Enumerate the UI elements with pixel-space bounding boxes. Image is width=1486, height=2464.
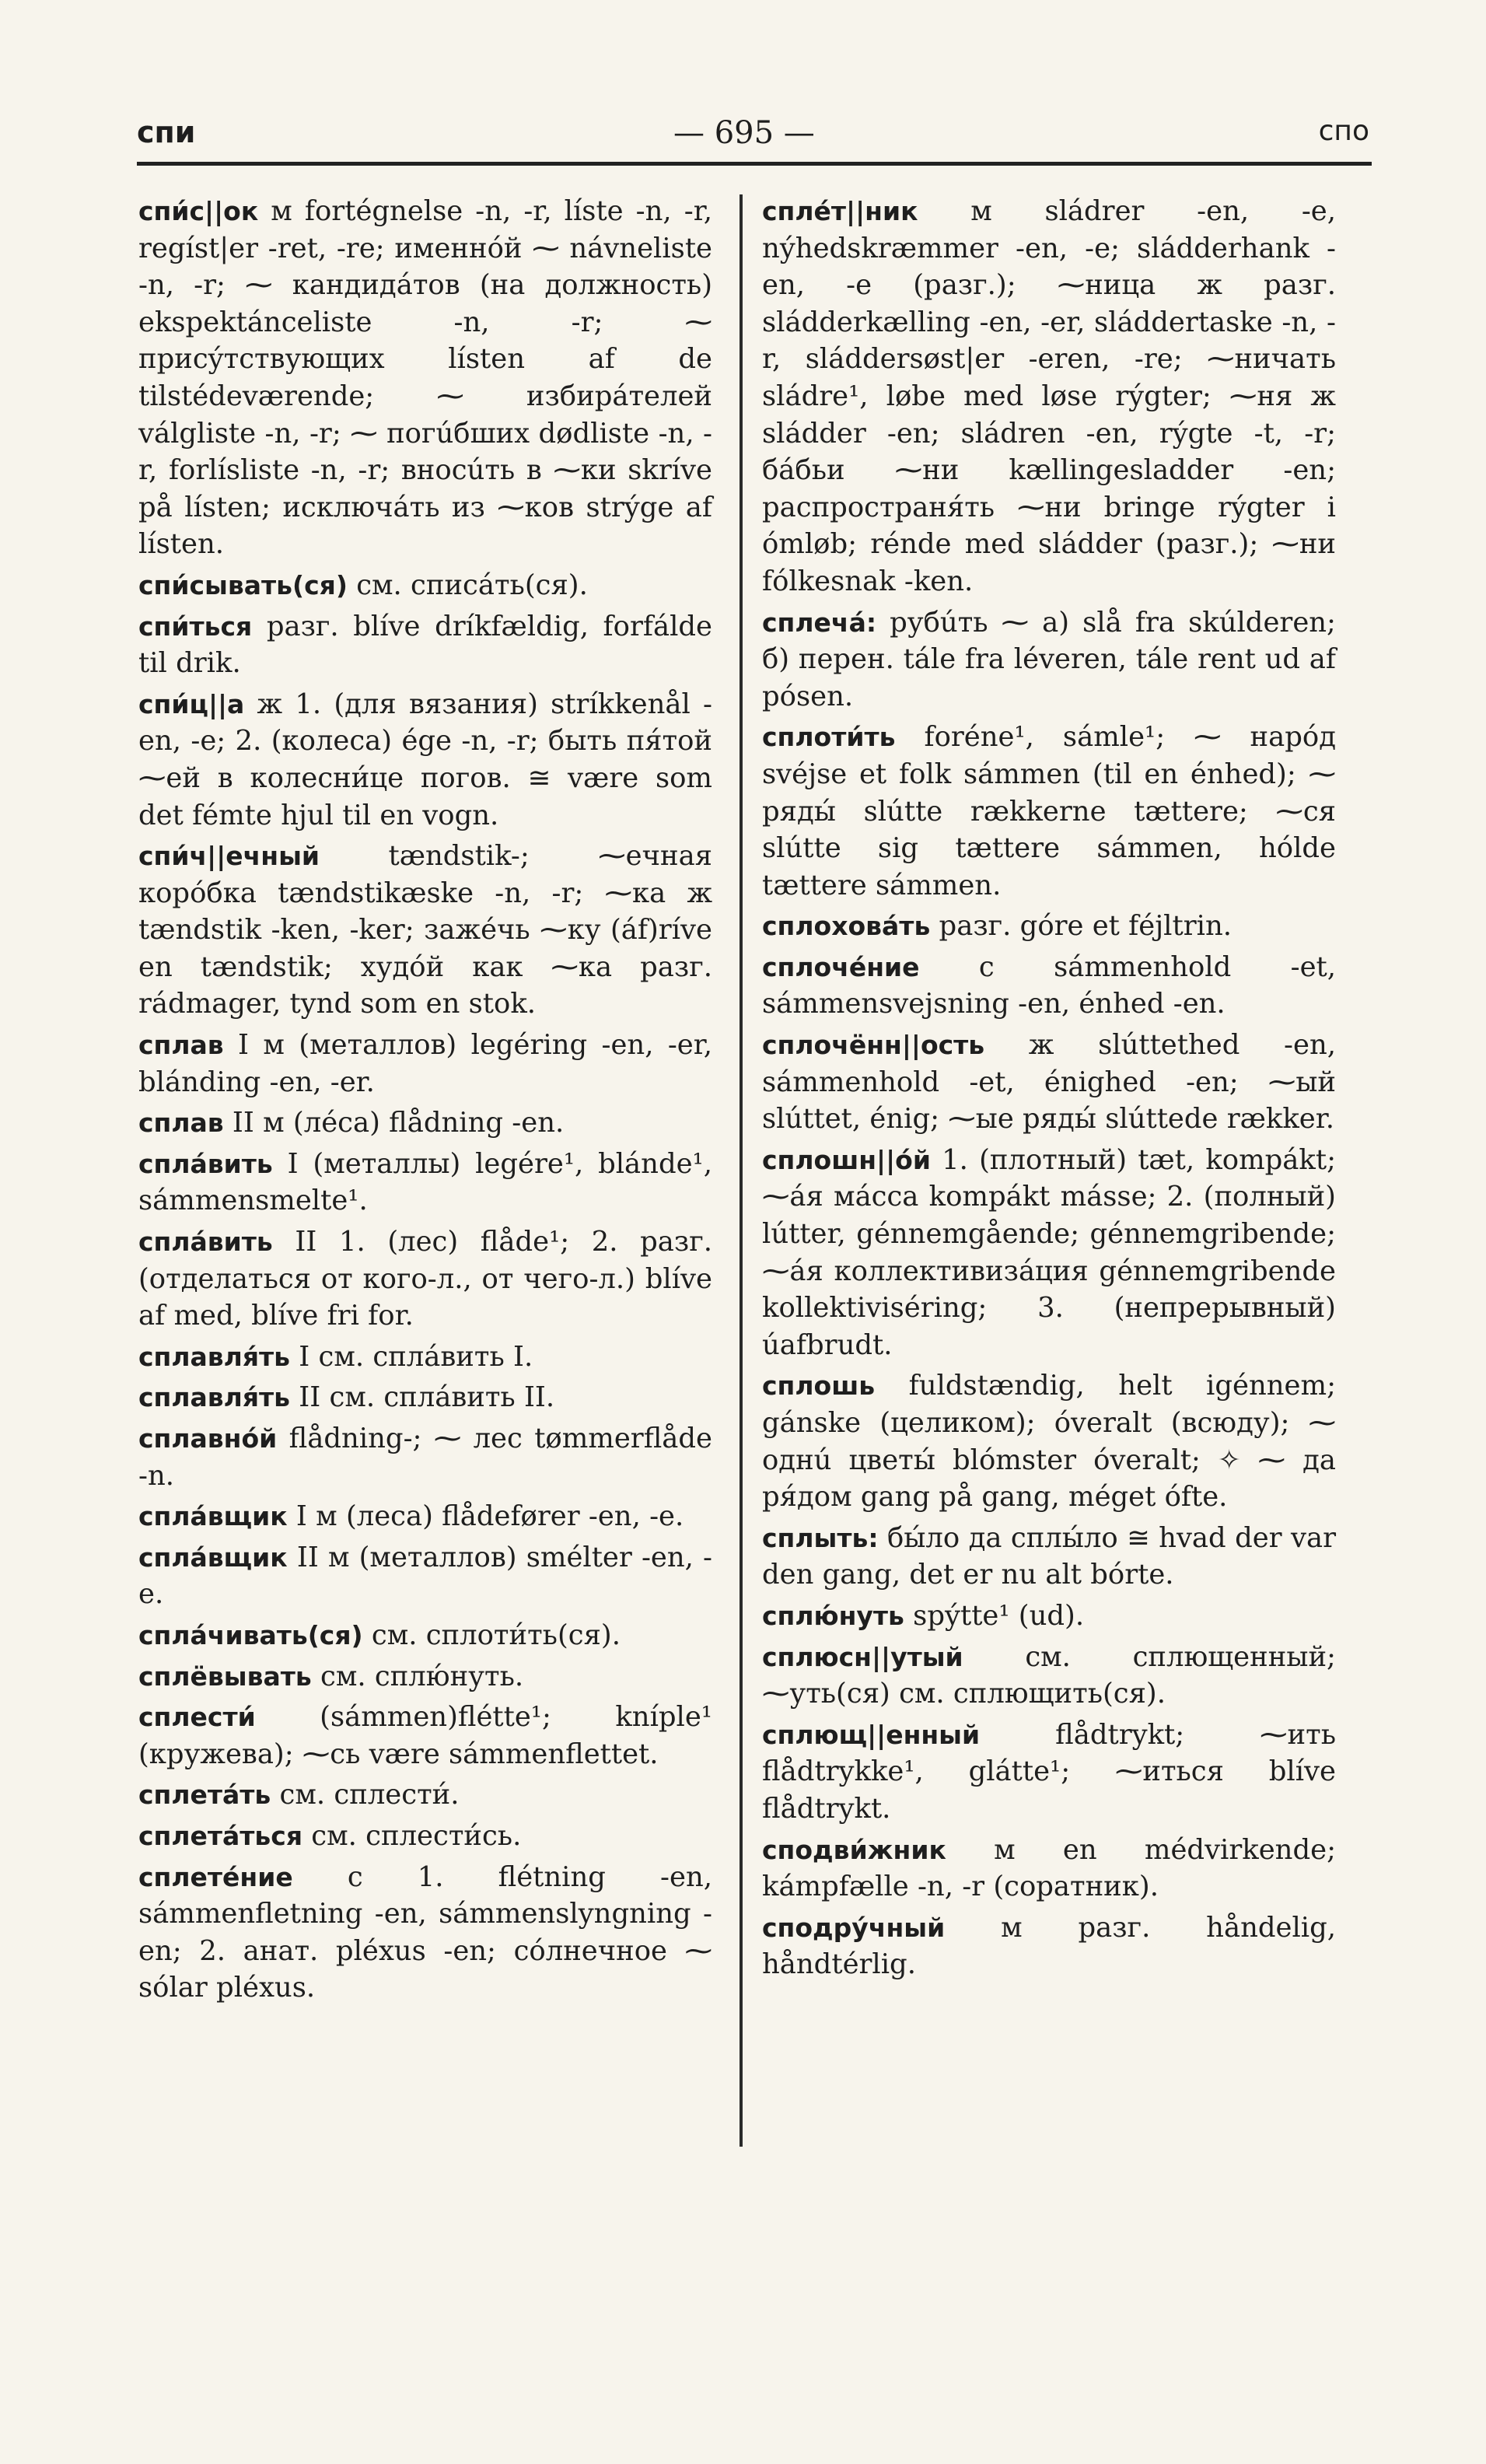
running-head-left: спи [137, 115, 196, 149]
entry-headword: сплочéние [762, 951, 920, 982]
entry-headword: спла́вщик [138, 1542, 288, 1573]
entry-definition: см. сплю́нуть. [311, 1660, 524, 1692]
entry-headword: спла́вить [138, 1148, 273, 1179]
entry-headword: спи́ться [138, 611, 253, 642]
dictionary-entry [138, 1420, 712, 1494]
entry-definition: разг. blíve dríkfældig, forfálde til drik. [138, 610, 712, 680]
entry-headword: сплете́ние [138, 1861, 293, 1892]
entry-definition: с 1. flétning -en, sámmenfletning -en, sámmenslyngning -en; 2. анат. pléxus -en; сóлнечное ⁓ sólar pléxus. [138, 1860, 712, 2004]
entry-definition: (sámmen)flétte¹; kníple¹ (кружева); ⁓сь være sámmenflettet. [138, 1701, 712, 1770]
dictionary-entry [762, 949, 1336, 1023]
entry-headword: сплыть: [762, 1522, 879, 1553]
page-number: — 695 — [673, 115, 815, 151]
dictionary-entry [138, 1658, 712, 1696]
entry-headword: сплав [138, 1030, 224, 1061]
entry-definition: м разг. håndelig, håndtérlig. [762, 1911, 1336, 1981]
dictionary-entry [762, 1717, 1336, 1828]
dictionary-entry [762, 193, 1336, 600]
entry-definition: I см. сплáвить I. [290, 1340, 533, 1373]
dictionary-entry [138, 193, 712, 563]
entry-headword: спла́вить [138, 1227, 273, 1258]
entry-definition: II 1. (лес) flåde¹; 2. разг. (отделаться от кого-л., от чего-л.) blíve af med, blíve fri for. [138, 1226, 712, 1332]
dictionary-entry [762, 604, 1336, 716]
entry-definition: см. сплющенный; ⁓уть(ся) см. сплющить(ся). [762, 1640, 1336, 1710]
entry-definition: fuldstændig, helt igénnem; gánske (целиком); óveralt (всюду); ⁓ однú цветы́ blómster óveralt; ✧ ⁓ да ря́дом gang på gang, méget ófte. [762, 1370, 1336, 1514]
entry-headword: сплавнóй [138, 1423, 278, 1454]
dictionary-entry [138, 686, 712, 834]
entry-headword: сплочённ||ость [762, 1030, 985, 1061]
entry-definition: foréne¹, sámle¹; ⁓ нарóд svéjse et folk sámmen (til en énhed); ⁓ ряды́ slútte rækkerne tættere; ⁓ся slútte sig tættere sámmen, hólde tættere sámmen. [762, 721, 1336, 901]
column-divider [740, 194, 743, 2147]
entry-definition: рубúть ⁓ а) slå fra skúlderen; б) перен. tále fra léveren, tále rent ud af pósen. [762, 606, 1336, 712]
entry-headword: сплохова́ть [762, 911, 931, 942]
entry-headword: сподви́жник [762, 1834, 946, 1865]
dictionary-entry [138, 1859, 712, 2007]
dictionary-entry [138, 1776, 712, 1814]
right-column [762, 193, 1336, 1987]
dictionary-entry [138, 1699, 712, 1773]
header-rule [137, 162, 1372, 166]
entry-definition: м sládrer -en, -e, nýhedskræmmer -en, -e; sládderhank -en, -e (разг.); ⁓ница ж разг. sládderkælling -en, -er, sláddertaske -n, -r, sláddersøst|er -eren, -re; ⁓ничать sládre¹, løbe med løse rýgter; ⁓ня ж sládder -en; sládren -en, rýgte -t, -r; бáбьи ⁓ни kællingesladder -en; распространя́ть ⁓ни bringe rýgter i ómløb; rénde med sládder (разг.); ⁓ни fólkesnak -ken. [762, 195, 1336, 597]
dictionary-entry [762, 908, 1336, 945]
entry-definition: spýtte¹ (ud). [904, 1599, 1085, 1632]
entry-definition: flådtrykt; ⁓ить flådtrykke¹, glátte¹; ⁓иться blíve flådtrykt. [762, 1718, 1336, 1825]
dictionary-entry [762, 1909, 1336, 1983]
entry-definition: II м (лéса) flådning -en. [223, 1107, 565, 1139]
entry-definition: бы́ло да сплы́ло ≅ hvad der var den gang, det er nu alt bórte. [762, 1521, 1336, 1591]
entry-headword: спи́сывать(ся) [138, 569, 348, 600]
dictionary-entry [138, 1818, 712, 1855]
dictionary-entry [138, 1379, 712, 1416]
entry-definition: tændstik-; ⁓ечная корóбка tændstikæske -n, -r; ⁓ка ж tændstik -ken, -ker; зажéчь ⁓ку (áf)ríve en tændstik; худóй как ⁓ка разг. rádmager, tynd som en stok. [138, 840, 712, 1020]
entry-definition: ж 1. (для вязания) stríkkenål -en, -e; 2. (колеса) ége -n, -r; быть пя́той ⁓ей в колесни́це погов. ≅ være som det fémte hjul til en vogn. [138, 688, 712, 831]
dictionary-entry [138, 1498, 712, 1535]
entry-headword: сплошь [762, 1370, 876, 1402]
dictionary-entry [762, 719, 1336, 904]
dictionary-entry [138, 1146, 712, 1220]
dictionary-entry [138, 1223, 712, 1335]
entry-definition: 1. (плотный) tæt, kompákt; ⁓áя мáсса kompákt másse; 2. (полный) lútter, génnemgående; génnemgribende; ⁓áя коллективизáция génnemgribende kollektiviséring; 3. (непрерывный) úafbrudt. [762, 1143, 1336, 1361]
dictionary-entry [762, 1832, 1336, 1906]
dictionary-entry [762, 1367, 1336, 1515]
entry-headword: сплета́ться [138, 1820, 303, 1851]
dictionary-entry [138, 608, 712, 682]
entry-headword: сподру́чный [762, 1912, 946, 1943]
entry-headword: спи́ц||а [138, 688, 245, 719]
dictionary-entry [138, 567, 712, 604]
entry-definition: см. сплести́сь. [302, 1819, 522, 1852]
dictionary-entry [138, 1539, 712, 1613]
entry-headword: спи́ч||ечный [138, 841, 320, 872]
dictionary-entry [138, 1104, 712, 1142]
entry-headword: сплести́ [138, 1702, 256, 1733]
entry-definition: с sámmenhold -et, sámmensvejsning -en, énhed -en. [762, 950, 1336, 1020]
entry-definition: м fortégnelse -n, -r, líste -n, -r, regíst|er -ret, -re; именнóй ⁓ návneliste -n, -r; ⁓ кандидáтов (на должность) ekspektánceliste -n, -r; ⁓ присýтствующих lísten af de tilstédeværende; ⁓ избирáтелей válgliste -n, -r; ⁓ погúбших dødliste -n, -r, forlísliste -n, -r; вносúть в ⁓ки skríve på lísten; исключáть из ⁓ков strýge af lísten. [138, 195, 712, 561]
entry-definition: II см. сплáвить II. [290, 1381, 555, 1414]
entry-headword: сплоти́ть [762, 722, 896, 753]
entry-headword: сплавля́ть [138, 1382, 291, 1413]
dictionary-entry [762, 1142, 1336, 1364]
entry-headword: сплю́нуть [762, 1600, 904, 1631]
entry-definition: flådning-; ⁓ лес tømmerflåde -n. [138, 1423, 712, 1492]
dictionary-entry [762, 1598, 1336, 1635]
dictionary-entry [138, 1027, 712, 1101]
running-head-right: спо [1318, 115, 1369, 147]
entry-definition: II м (металлов) smélter -en, -e. [138, 1541, 712, 1611]
entry-headword: сплéт||ник [762, 196, 918, 226]
dictionary-entry [762, 1027, 1336, 1138]
entry-headword: спла́чивать(ся) [138, 1619, 363, 1650]
entry-headword: сплющ||енный [762, 1719, 981, 1750]
dictionary-entry [138, 1339, 712, 1376]
entry-headword: спла́вщик [138, 1501, 288, 1532]
entry-headword: сплеча́: [762, 607, 877, 638]
dictionary-entry [762, 1520, 1336, 1594]
entry-definition: разг. góre et féjltrin. [930, 910, 1232, 943]
dictionary-entry [138, 838, 712, 1023]
entry-headword: сплошн||óй [762, 1144, 931, 1175]
entry-headword: сплюсн||утый [762, 1641, 963, 1672]
entry-definition: см. сплести́. [271, 1779, 460, 1811]
entry-headword: сплав [138, 1108, 224, 1139]
entry-headword: спи́с||ок [138, 196, 259, 226]
entry-definition: см. списáть(ся). [347, 569, 588, 601]
dictionary-entry [138, 1617, 712, 1654]
entry-definition: I (металлы) legére¹, blánde¹, sámmensmelte¹. [138, 1147, 712, 1217]
entry-definition: м en médvirkende; kámpfælle -n, -r (соратник). [762, 1833, 1336, 1903]
entry-headword: сплавля́ть [138, 1341, 291, 1372]
entry-definition: см. сплоти́ть(ся). [362, 1619, 621, 1651]
entry-definition: ж slúttethed -en, sámmenhold -et, énighed -en; ⁓ый slúttet, énig; ⁓ые ряды́ slúttede rækker. [762, 1029, 1336, 1136]
entry-headword: сплета́ть [138, 1780, 271, 1811]
entry-headword: сплёвывать [138, 1661, 312, 1692]
left-column [138, 193, 712, 2011]
entry-definition: I м (леса) flådefører -en, -e. [287, 1500, 684, 1533]
dictionary-entry [762, 1639, 1336, 1713]
entry-definition: I м (металлов) legéring -en, -er, blánding -en, -er. [138, 1029, 712, 1098]
